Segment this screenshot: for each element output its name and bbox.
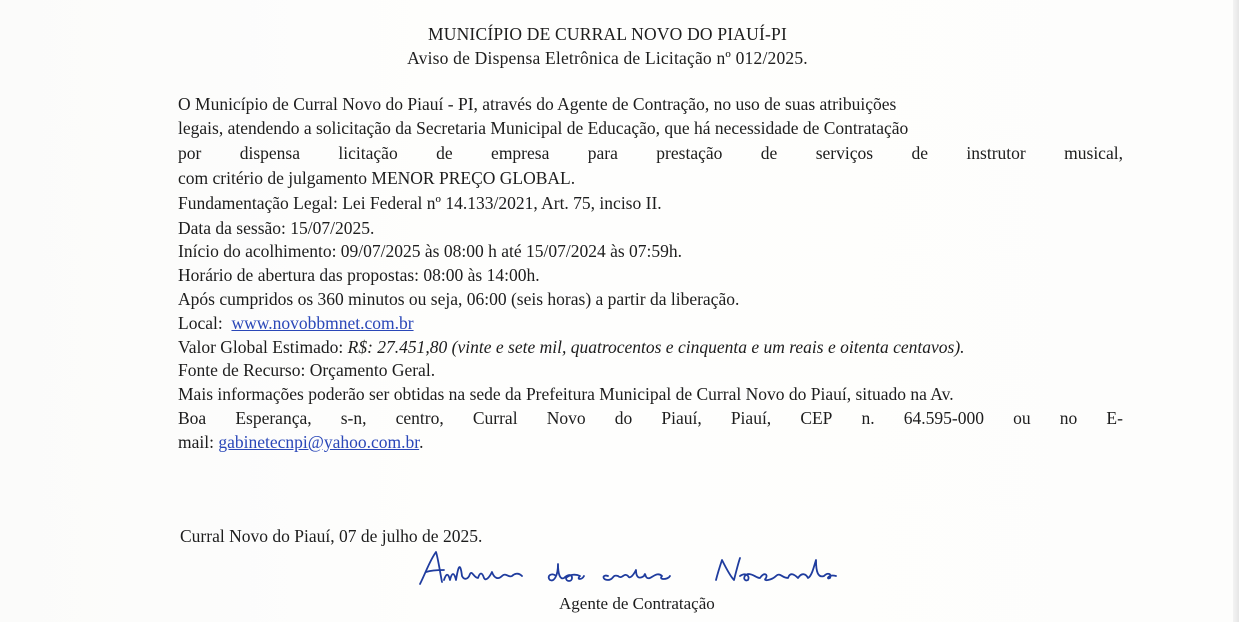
handwritten-signature (416, 546, 876, 594)
more-info-line-2-word: s-n, (340, 408, 367, 428)
more-info-line-2-word: ou (1013, 408, 1031, 428)
paragraph-line-3 (178, 142, 1123, 164)
place-date: Curral Novo do Piauí, 07 de julho de 2025. (180, 526, 483, 546)
apos-cumpridos: Após cumpridos os 360 minutos ou seja, 06:00 (seis horas) a partir da liberação. (178, 289, 740, 309)
valor-line (178, 336, 965, 358)
more-info-line-2-word: Curral (472, 408, 518, 428)
local-website-link[interactable]: www.novobbmnet.com.br (231, 313, 414, 333)
more-info-line-2-word: centro, (395, 408, 444, 428)
paragraph-line-3-word: dispensa (239, 143, 301, 163)
paragraph-line-3-word: prestação (656, 143, 723, 163)
more-info-line-2-word: do (614, 408, 633, 428)
paragraph-line-3-word: licitação (338, 143, 398, 163)
local-label: Local: (178, 313, 223, 333)
paragraph-line-3-word: serviços (815, 143, 874, 163)
more-info-line-2-word: Piauí, (661, 408, 702, 428)
paragraph-line-3-word: musical, (1064, 143, 1123, 163)
paragraph-line-3-word: de (436, 143, 453, 163)
local-line (178, 312, 414, 334)
paragraph-line-3-word: para (587, 143, 618, 163)
paragraph-line-4: com critério de julgamento MENOR PREÇO GLOBAL. (178, 168, 576, 188)
valor-label: Valor Global Estimado: (178, 337, 344, 357)
more-info-line-2-word: E- (1106, 408, 1123, 428)
valor-amount: R$: 27.451,80 (vinte e sete mil, quatrocentos e cinquenta e um reais e oitenta centavos). (347, 337, 965, 357)
data-sessao: Data da sessão: 15/07/2025. (178, 218, 375, 238)
paragraph-line-3-word: de (911, 143, 929, 163)
more-info-line-2 (178, 407, 1123, 429)
horario-abertura: Horário de abertura das propostas: 08:00 às 14:00h. (178, 265, 540, 285)
inicio-acolhimento: Início do acolhimento: 09/07/2025 às 08:00 h até 15/07/2024 às 07:59h. (178, 241, 683, 261)
fundamentacao-legal: Fundamentação Legal: Lei Federal nº 14.133/2021, Art. 75, inciso II. (178, 193, 662, 213)
email-suffix: . (419, 432, 424, 452)
document-subtitle: Aviso de Dispensa Eletrônica de Licitação nº 012/2025. (407, 48, 808, 68)
paragraph-line-3-word: instrutor (966, 143, 1026, 163)
paragraph-line-3-word: por (178, 143, 202, 163)
more-info-line-2-word: Esperança, (235, 408, 312, 428)
paragraph-line-3-word: de (760, 143, 778, 163)
email-link[interactable]: gabinetecnpi@yahoo.com.br (218, 432, 420, 452)
page-edge-shadow (1233, 0, 1239, 622)
more-info-line-2-word: n. (861, 408, 875, 428)
more-info-line-2-word: no (1059, 408, 1078, 428)
document-title: MUNICÍPIO DE CURRAL NOVO DO PIAUÍ-PI (428, 24, 787, 44)
more-info-line-2-word: Boa (178, 408, 207, 428)
paragraph-line-1: O Município de Curral Novo do Piauí - PI, através do Agente de Contração, no uso de suas atribuições (178, 94, 897, 114)
more-info-line-2-word: Novo (546, 408, 586, 428)
email-prefix: mail: (178, 432, 214, 452)
more-info-line-2-word: Piauí, (730, 408, 772, 428)
signer-role: Agente de Contratação (559, 594, 715, 613)
fonte-recurso: Fonte de Recurso: Orçamento Geral. (178, 360, 436, 380)
more-info-line-2-word: 64.595-000 (903, 408, 984, 428)
more-info-line-3 (178, 431, 424, 453)
more-info-line-2-word: CEP (800, 408, 833, 428)
more-info-line-1: Mais informações poderão ser obtidas na sede da Prefeitura Municipal de Curral Novo do Piauí, situado na Av. (178, 384, 954, 404)
paragraph-line-2: legais, atendendo a solicitação da Secretaria Municipal de Educação, que há necessidade de Contratação (178, 118, 909, 138)
paragraph-line-3-word: empresa (491, 143, 550, 163)
